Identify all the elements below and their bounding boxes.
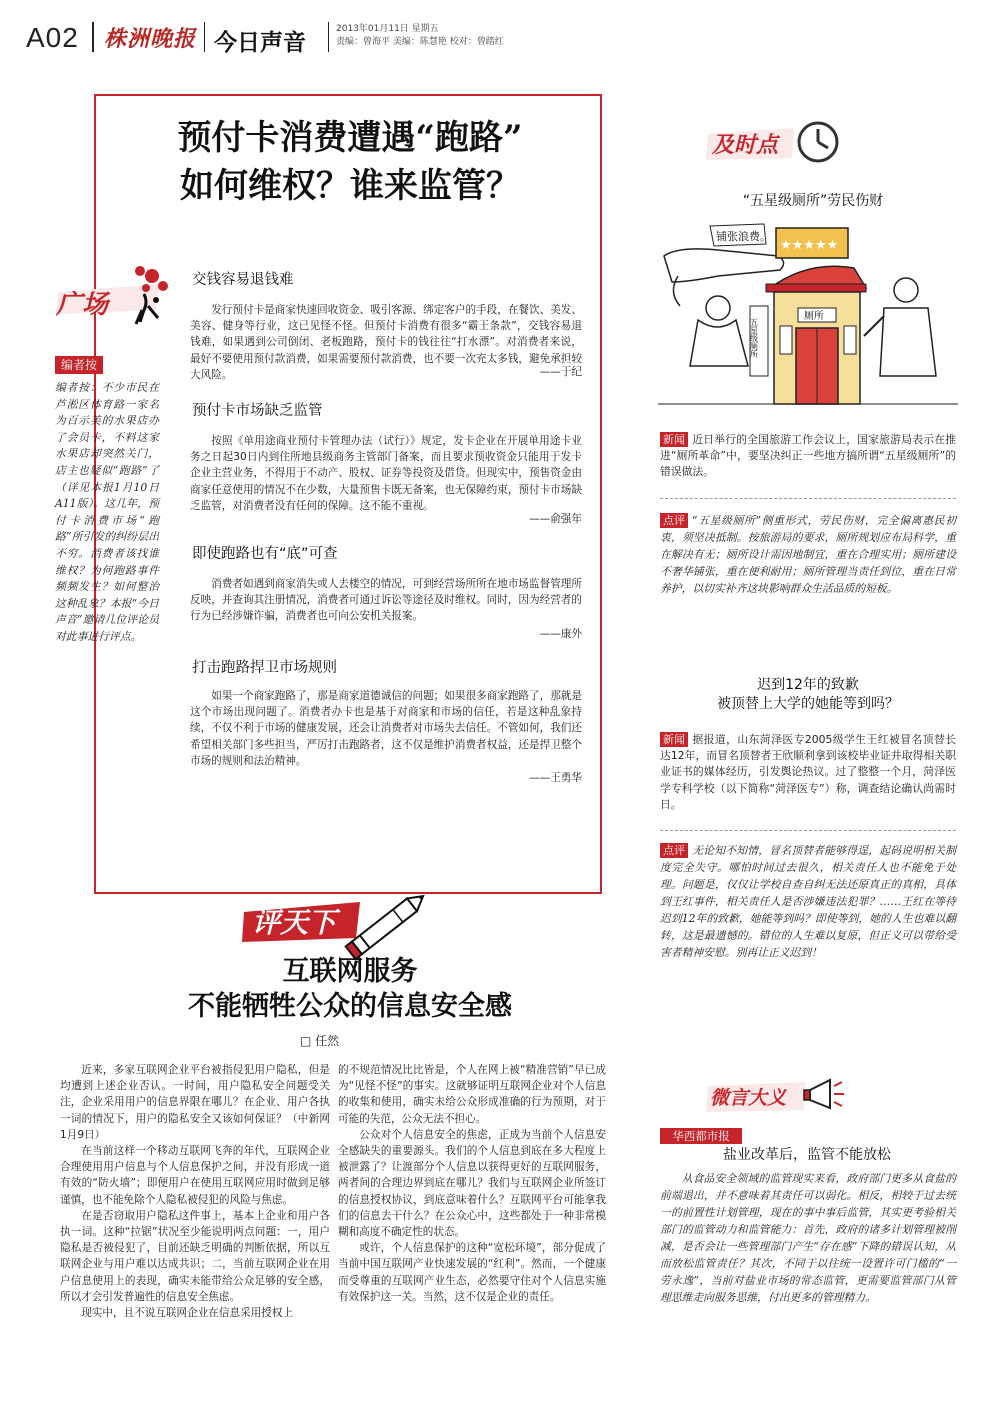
- paragraph: 的不规范情况比比皆是，个人在网上被“精准营销”早已成为“见怪不怪”的事实。这就够证明互联网企业对个人信息的收集和使用，确实未给公众形成准确的行为预期，对于可能的失范，公众无法不担心。: [338, 1064, 606, 1125]
- section-body: 消费者如遇到商家消失或人去楼空的情况，可到经营场所所在地市场监督管理所反映，并查询其注册情况，消费者可通过诉讼等途径及时维权。同时，因为经营者的行为已经涉嫌诈骗，消费者也可向公安机关报案。: [190, 578, 582, 623]
- news-text: 据报道，山东菏泽医专2005级学生王红被冒名顶替长达12年，而冒名顶替者王欣顺利拿到该校毕业证并取得相关职业证书的媒体经历，引发舆论热议。过了整整一个月，菏泽医学专科学校（以下简称“菏泽医专”）称，调查结论确认尚需时日。: [660, 733, 956, 811]
- cartoon-sign: 厕所: [804, 311, 824, 322]
- net-article-title: [100, 954, 600, 1024]
- title-line-1: 预付卡消费遭遇“跑路”: [177, 118, 523, 158]
- section-body: 按照《单用途商业预付卡管理办法（试行）》规定，发卡企业在开展单用途卡业务之日起30日内到住所地县级商务主管部门备案，而且要求预收资金只能用于发卡企业主营业务，不得用于不动产、股权、证券等投资及借贷。但现实中，预售资金由商家任意使用的情况不在少数，大量预售卡既无备案，也无保障约束，预付卡市场缺乏监管，对消费者没有任何的保障。这不能不重视。: [190, 435, 582, 512]
- story3-headline: 盐业改革后，监管不能放松: [723, 1147, 891, 1163]
- news-tag: 新闻: [660, 432, 688, 447]
- editor-note: 编者按：不少市民在芦淞区体育路一家名为百示美的水果店办了会员卡，不料这家水果店却突然关门，店主也疑似“跑路”了（详见本报1月10日A11版）。这几年，预付卡消费市场“跑路”所引发的纠纷层出不穷。消费者该找谁维权？为何跑路事件频频发生？如何整治这种乱象？本报“今日声音”邀请几位评论员对此事进行评点。: [55, 381, 159, 643]
- header-divider: [204, 22, 205, 52]
- net-article-column-2: [338, 1062, 606, 1305]
- headline-line-1: 迟到12年的致歉: [757, 677, 859, 693]
- news-text: 近日举行的全国旅游工作会议上，国家旅游局表示在推进“厕所革命”中，要坚决纠正一些地方搞所谓“五星级厕所”的错误做法。: [660, 433, 956, 479]
- net-article-column-1: [60, 1062, 330, 1321]
- jishidian-logo-text: 及时点: [712, 133, 779, 158]
- guangchang-logo-text: 广场: [56, 290, 109, 320]
- story1-news: [660, 432, 956, 481]
- title-line-2: 如何维权？谁来监管？: [180, 166, 520, 206]
- issue-date: 2013年01月11日 星期五: [336, 24, 439, 34]
- comment-text: 无论知不知情，冒名顶替者能够得逞，起码说明相关制度完全失守。哪怕时间过去很久，相关责任人也不能免于处理。问题是，仅仅让学校自查自纠无法还原真正的真相，具体到王红事件，相关责任人是否涉嫌违法犯罪？……王红在等待迟到12年的致歉，她能等到吗？即使等到，她的人生也难以翻转，这是最遗憾的。错位的人生难以复原，但正义可以带给受害者精神安慰。别再让正义迟到！: [660, 844, 956, 959]
- section-byline: ——王勇华: [529, 772, 582, 784]
- section-subhead: 预付卡市场缺乏监管: [192, 403, 323, 419]
- story-headline: “五星级厕所”劳民伤财: [742, 193, 884, 209]
- editor-note-badge: 编者按: [55, 356, 103, 374]
- main-article-title: [100, 114, 600, 210]
- paragraph: 在当前这样一个移动互联网飞奔的年代，互联网企业合理使用用户信息与个人信息保护之间，并没有形成一道有效的“防火墙”；即便用户在使用互联网应用时做到足够谨慎，也不能免除个人隐私被侵犯的风险与焦虑。: [60, 1145, 330, 1206]
- jishidian-logo-icon: [706, 118, 846, 168]
- header-divider: [328, 22, 329, 52]
- page-number: A02: [26, 22, 79, 53]
- section-byline: ——康外: [539, 628, 582, 640]
- story3-body: 从食品安全领域的监管现实来看，政府部门更多从食盐的前端退出，并不意味着其责任可以弱化。相反，相较于过去统一的前置性计划管理，现在的事中事后监管，其实更考验相关部门的监管动力和监管能力：首先，政府的诸多计划管理被削减，是否会让一些管理部门产生“存在感”下降的错误认知，从而放松监管责任？其次，不同于以往统一设置许可门槛的“一劳永逸”，当前对盐业市场的常态监管，更需要监管部门从管理思维走向服务思维，付出更多的管理精力。: [660, 1172, 956, 1304]
- pingtianxia-logo-text: 评天下: [252, 906, 337, 939]
- section-byline: ——俞强年: [529, 513, 582, 525]
- story2-headline: [660, 676, 956, 714]
- divider: [660, 498, 956, 499]
- paragraph: 近来，多家互联网企业平台被指侵犯用户隐私，但是均遭到上述企业否认。一时间，用户隐私安全问题受关注，企业采用用户的信息界限在哪儿？在企业、用户各执一词的情况下，用户的隐私安全又该如何保证？（中新网1月9日）: [60, 1064, 330, 1141]
- pingtianxia-logo-icon: [240, 880, 430, 960]
- source-badge: 华西都市报: [660, 1128, 742, 1144]
- title-line-1: 互联网服务: [282, 956, 418, 987]
- title-line-2: 不能牺牲公众的信息安全感: [188, 991, 512, 1022]
- section-subhead: 即使跑路也有“底”可查: [192, 546, 338, 562]
- paragraph: 现实中，且不说互联网企业在信息采用授权上: [81, 1307, 294, 1320]
- section-subhead: 交钱容易退钱难: [192, 272, 294, 288]
- toilet-cartoon: [658, 216, 958, 426]
- section-title: 今日声音: [214, 30, 306, 56]
- story1-comment: [660, 512, 956, 597]
- divider: [660, 830, 956, 831]
- comment-tag: 点评: [660, 843, 688, 858]
- comment-text: “五星级厕所”侧重形式，劳民伤财，完全偏离惠民初衷，须坚决抵制。按旅游局的要求，厕所规划应布局科学，重在解决有无；厕所设计需因地制宜，重在合理实用；厕所建设不奢华铺张，重在便利耐用；厕所管理当责任到位，重在日常养护，以切实补齐这块影响群众生活品质的短板。: [660, 514, 956, 595]
- story2-news: [660, 732, 956, 813]
- svg-text:★★★★★: ★★★★★: [780, 238, 839, 253]
- net-article-author: □ 任然: [300, 1034, 340, 1048]
- section-body: 如果一个商家跑路了，那是商家道德诚信的问题；如果很多商家跑路了，那就是这个市场出现问题了。消费者办卡也是基于对商家和市场的信任，若是这种乱象持续，不仅不利于市场的健康发展，还会让消费者对市场失去信任。不管如何，我们还希望相关部门多些担当，严厉打击跑路者，这不仅是维护消费者权益，还是捍卫整个市场的规则和法治精神。: [190, 690, 582, 767]
- dateline: [336, 23, 504, 49]
- news-tag: 新闻: [660, 732, 688, 747]
- weiyan-logo-text: 微言大义: [710, 1087, 787, 1109]
- header-divider: [92, 22, 94, 52]
- paragraph: 在是否窃取用户隐私这件事上，基本上企业和用户各执一词。这种“拉锯”状况至少能说明两点问题：一，用户隐私是否被侵犯了，目前还缺乏明确的判断依据，所以互联网企业与用户难以达成共识；二，当前互联网企业在用户信息使用上的表现，确实未能带给公众足够的安全感，所以才会引发普遍性的信息安全焦虑。: [60, 1209, 330, 1303]
- story2-comment: [660, 842, 956, 961]
- section-subhead: 打击跑路捍卫市场规则: [192, 660, 337, 676]
- paper-logo: 株洲晚报: [104, 26, 197, 52]
- comment-tag: 点评: [660, 513, 688, 528]
- cartoon-speech: 铺张浪费。: [716, 230, 771, 243]
- paragraph: 公众对个人信息安全的焦虑，正成为当前个人信息安全感缺失的重要源头。我们的个人信息到底在多大程度上被泄露了？让渡部分个人信息以获得更好的互联网服务，两者间的合理边界到底在哪儿？我们与互联网企业所签订的信息授权协议，到底意味着什么？互联网平台可能拿我们的信息去干什么？在公众心中，这些都处于一种非常模糊和高度不确定性的状态。: [338, 1128, 606, 1239]
- weiyan-logo-icon: [706, 1074, 846, 1118]
- staff-credits: 责编：曾海平 美编：陈慧艳 校对：曾踏红: [336, 37, 504, 47]
- cartoon-side-board: 五星级厕所: [749, 318, 759, 358]
- headline-line-2: 被顶替上大学的她能等到吗？: [717, 696, 899, 712]
- section-byline: ——于纪: [539, 366, 582, 378]
- section-body: 发行预付卡是商家快速回收资金、吸引客源、绑定客户的手段，在餐饮、美发、美容、健身等行业，这已见怪不怪。但预付卡消费有很多“霸王条款”，交钱容易退钱难，如果遇到公司倒闭、老板跑路，预付卡的钱往往“打水漂”。对消费者来说，最好不要使用预付款消费，如果需要预付款消费，也不要一次充太多钱，避免承担较大风险。: [190, 304, 582, 381]
- paragraph: 或许，个人信息保护的这种“宽松环境”，部分促成了当前中国互联网产业快速发展的“红利”。然而，一个健康而受尊重的互联网产业生态，必然要守住对个人信息实施有效保护这一关。当然，这不仅是企业的责任。: [338, 1242, 606, 1303]
